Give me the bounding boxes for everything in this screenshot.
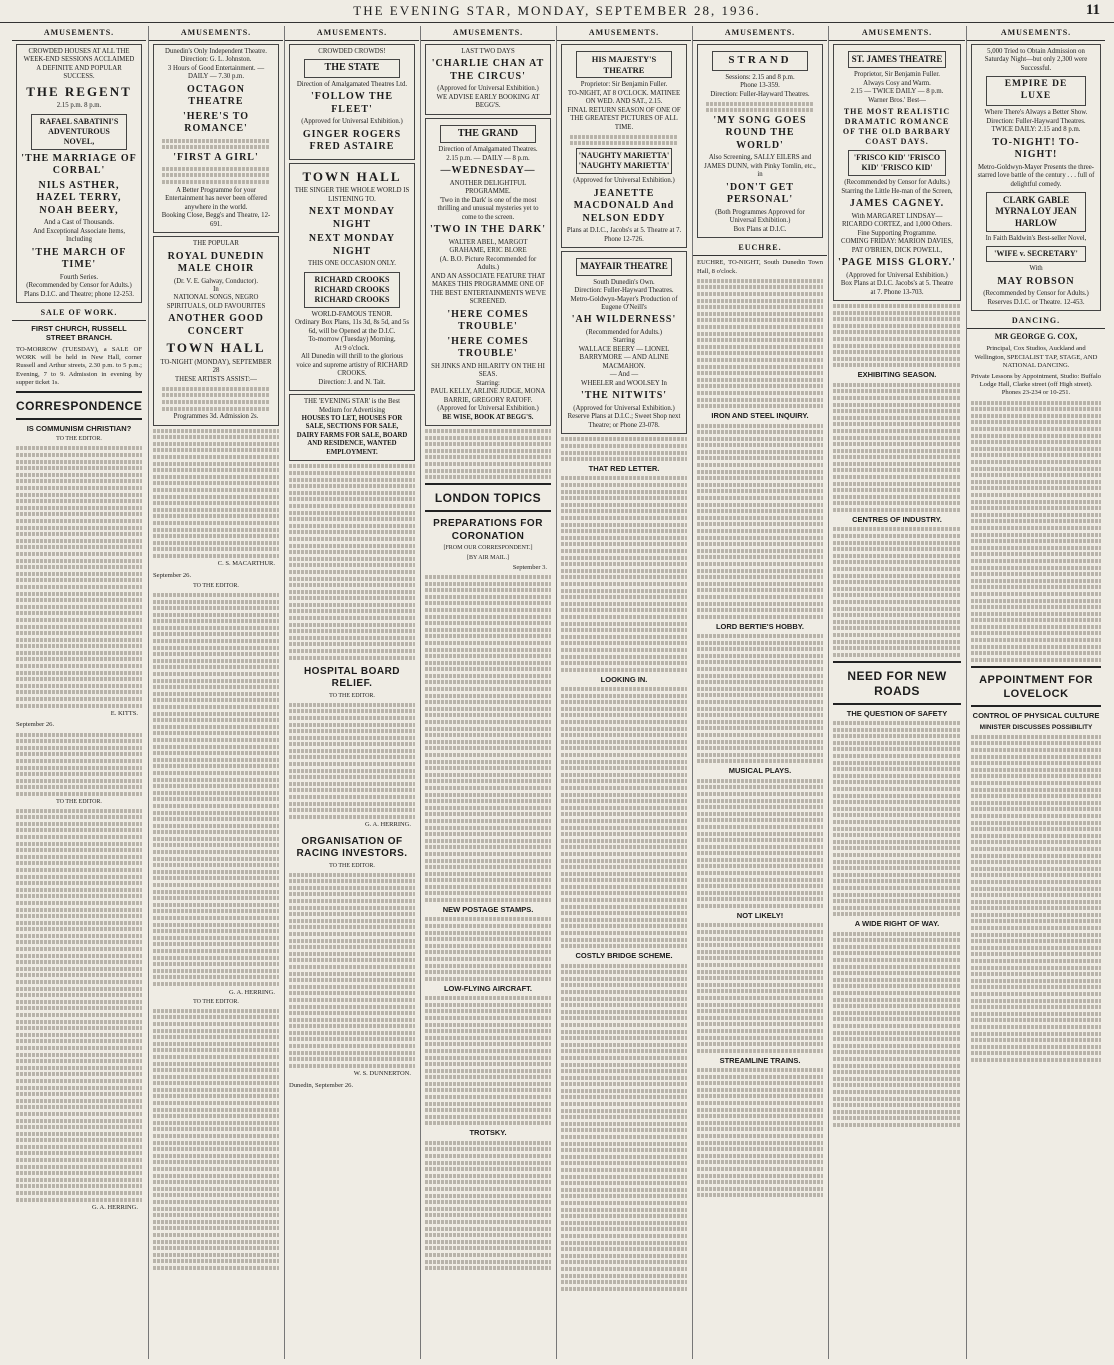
choir-pre: THE POPULAR bbox=[193, 240, 239, 248]
grand-name: THE GRAND bbox=[440, 125, 536, 144]
strand-ad bbox=[697, 44, 823, 238]
majesty-greatest: FINAL RETURN SEASON OF ONE OF THE GREATEST PICTURES OF ALL TIME. bbox=[567, 106, 681, 131]
relief-headline: HOSPITAL BOARD RELIEF. bbox=[303, 665, 401, 690]
grand-another: ANOTHER DELIGHTFUL PROGRAMME. bbox=[449, 179, 527, 196]
column-4 bbox=[420, 26, 555, 1359]
deluxe-where: Where There's Always a Better Show. bbox=[984, 109, 1088, 117]
choir-venue: TOWN HALL bbox=[166, 340, 266, 356]
choir-concert: ANOTHER GOOD CONCERT bbox=[168, 313, 264, 337]
stjames-coming: COMING FRIDAY: MARION DAVIES, PAT O'BRIEN, DICK POWELL, bbox=[841, 238, 953, 254]
article-text bbox=[557, 437, 691, 461]
amusements-header: AMUSEMENTS. bbox=[149, 26, 283, 41]
divider bbox=[425, 483, 551, 485]
article-text bbox=[285, 873, 419, 1068]
subhead: THE QUESTION OF SAFETY bbox=[846, 708, 948, 718]
article-text bbox=[693, 779, 827, 908]
townhall-thrill: All Dunedin will thrill to the glorious voice and supreme artistry of RICHARD CROOKS. bbox=[296, 353, 408, 378]
state-direction: Direction of Amalgamated Theatres Ltd. bbox=[296, 80, 408, 88]
grand-wednesday: —WEDNESDAY— bbox=[440, 165, 536, 177]
grand-book: BE WISE, BOOK AT BEGG'S. bbox=[442, 413, 534, 421]
mayfair-starring: Starring bbox=[613, 337, 635, 345]
majesty-film: 'NAUGHTY MARIETTA' 'NAUGHTY MARIETTA' bbox=[576, 148, 672, 174]
regent-extra: And a Cast of Thousands. bbox=[43, 219, 115, 227]
octagon-film1: 'HERE'S TO ROMANCE' bbox=[182, 110, 250, 135]
subhead: EXHIBITING SEASON. bbox=[857, 370, 937, 380]
choir-assist: THESE ARTISTS ASSIST:— bbox=[175, 375, 257, 383]
choir-songs: NATIONAL SONGS, NEGRO SPIRITUALS, OLD FAVOURITES bbox=[166, 294, 266, 310]
regent-name: THE REGENT bbox=[26, 83, 132, 99]
mayfair-plans: Reserve Plans at D.I.C.; Sweet Shop next Theatre; or Phone 23-078. bbox=[567, 413, 681, 429]
coronation-headline: PREPARATIONS FOR CORONATION bbox=[433, 518, 543, 542]
chan-top: LAST TWO DAYS bbox=[461, 48, 515, 55]
amusements-header: AMUSEMENTS. bbox=[285, 26, 419, 41]
article-text bbox=[829, 383, 965, 512]
chan-approved: (Approved for Universal Exhibition.) bbox=[437, 85, 539, 93]
townhall-night1: NEXT MONDAY NIGHT bbox=[308, 206, 396, 230]
article-text bbox=[149, 593, 283, 986]
grand-stars2: SH JINKS AND HILARITY ON THE HI SEAS. bbox=[431, 362, 545, 379]
grand-ad bbox=[425, 118, 551, 426]
signature: C. S. MACARTHUR. bbox=[217, 560, 275, 568]
choir-conductor: (Dr. V. E. Galway, Conductor). bbox=[173, 277, 259, 285]
townhall-artist: RICHARD CROOKS bbox=[314, 274, 390, 284]
grand-times: 2.15 p.m. — DAILY — 8 p.m. bbox=[446, 154, 530, 162]
from-correspondent: [FROM OUR CORRESPONDENT.] bbox=[443, 545, 533, 552]
subhead: THAT RED LETTER. bbox=[588, 464, 660, 474]
amusements-header: AMUSEMENTS. bbox=[829, 26, 965, 41]
article-text bbox=[12, 446, 146, 707]
choir-in: In bbox=[213, 285, 219, 293]
divider bbox=[16, 391, 142, 393]
octagon-name: OCTAGON THEATRE bbox=[187, 83, 245, 108]
article-text bbox=[285, 703, 419, 819]
dateline: September 3. bbox=[512, 564, 547, 572]
mayfair-loc: South Dunedin's Own. bbox=[593, 278, 655, 286]
column-6 bbox=[692, 26, 827, 1359]
signature: E. KITTS. bbox=[110, 710, 138, 718]
townhall-plans: Ordinary Box Plans, 11s 3d, 8s 5d, and 5s 6d, will be Opened at the D.I.C. bbox=[295, 319, 409, 335]
dateline: Dunedin, September 26. bbox=[289, 1081, 354, 1089]
townhall-ad bbox=[289, 163, 415, 391]
majesty-stars: JEANETTE MACDONALD And NELSON EDDY bbox=[573, 187, 675, 224]
divider bbox=[425, 510, 551, 512]
strand-plans: Box Plans at D.I.C. bbox=[733, 225, 787, 233]
divider bbox=[971, 705, 1101, 707]
octagon-booking: Booking Close, Begg's and Theatre, 12-691. bbox=[161, 212, 271, 228]
stjames-actor: JAMES CAGNEY. bbox=[849, 198, 945, 210]
deluxe-direction: Direction: Fuller-Hayward Theatres. bbox=[986, 117, 1086, 125]
article-text bbox=[829, 527, 965, 656]
dancing-body: Principal, Cox Studios, Auckland and Wellington, SPECIALIST TAP, STAGE, AND NATIONAL DANCING. bbox=[974, 345, 1098, 369]
strand-direction: Direction: Fuller-Hayward Theatres. bbox=[710, 90, 810, 98]
deluxe-plans: Reserves D.I.C. or Theatre. 12-453. bbox=[987, 298, 1085, 306]
amusements-header: AMUSEMENTS. bbox=[421, 26, 555, 41]
article-text bbox=[421, 1141, 555, 1270]
townhall-night2: NEXT MONDAY NIGHT bbox=[308, 233, 396, 257]
article-text bbox=[693, 424, 827, 619]
grand-quote: 'Two in the Dark' is one of the most thrilling and unusual mysteries yet to come to the screen. bbox=[437, 196, 539, 221]
regent-march: 'THE MARCH OF TIME' bbox=[31, 246, 127, 271]
stjames-name: ST. JAMES THEATRE bbox=[848, 51, 946, 68]
dancing-private: Private Lessons by Appointment, Studio: Buffalo Lodge Hall, Clarke street (off High street). Phones 23-234 or 10-251. bbox=[971, 373, 1101, 397]
state-film: 'FOLLOW THE FLEET' bbox=[310, 91, 394, 115]
subhead: CONTROL OF PHYSICAL CULTURE bbox=[972, 711, 1100, 721]
correspondence-header: CORRESPONDENCE bbox=[16, 399, 143, 413]
stjames-with: With MARGARET LINDSAY— RICARDO CORTEZ, and 1,000 Others. bbox=[841, 212, 953, 229]
grand-direction: Direction of Amalgamated Theatres. bbox=[438, 146, 538, 154]
strand-sessions: Sessions: 2.15 and 8 p.m. bbox=[725, 73, 795, 81]
dateline: September 26. bbox=[16, 721, 55, 729]
signature: G. A. HERRING. bbox=[91, 1204, 138, 1212]
article-text bbox=[829, 932, 965, 1127]
article-text bbox=[693, 634, 827, 763]
divider bbox=[971, 666, 1101, 668]
townhall-direction: Direction: J. and N. Tait. bbox=[318, 378, 386, 386]
article-text bbox=[693, 1068, 827, 1197]
to-the-editor: TO THE EDITOR. bbox=[193, 582, 239, 589]
star-list: HOUSES TO LET, HOUSES FOR SALE, SECTIONS FOR SALE, DAIRY FARMS FOR SALE, BOARD AND RESIDENCE, WANTED EMPLOYMENT. bbox=[296, 414, 408, 456]
strand-cert: (Both Programmes Approved for Universal Exhibition.) bbox=[715, 208, 805, 225]
his-majestys-ad bbox=[561, 44, 687, 248]
stjames-approved: (Approved for Universal Exhibition.) bbox=[846, 271, 948, 279]
mayfair-film2: 'THE NITWITS' bbox=[580, 390, 668, 402]
mayfair-direction: Direction: Fuller-Hayward Theatres. bbox=[574, 287, 674, 295]
article-text bbox=[149, 429, 283, 558]
page-number: 11 bbox=[1085, 2, 1100, 18]
subhead: TROTSKY. bbox=[469, 1128, 507, 1138]
grand-assoc: AND AN ASSOCIATE FEATURE THAT MAKES THIS PROGRAMME ONE OF THE BEST ENTERTAINMENTS WE'VE SCREENED. bbox=[430, 272, 546, 306]
townhall-tagline: THE SINGER THE WHOLE WORLD IS LISTENING TO. bbox=[294, 187, 410, 203]
dancing-header: DANCING. bbox=[967, 314, 1105, 329]
regent-cert: (Recommended by Censor for Adults.) bbox=[26, 282, 132, 290]
deluxe-times: TWICE DAILY: 2.15 and 8 p.m. bbox=[991, 126, 1081, 134]
mayfair-approved: (Recommended for Adults.) bbox=[585, 328, 663, 336]
subhead: LOW-FLYING AIRCRAFT. bbox=[443, 983, 533, 993]
octagon-note: A Better Programme for your Entertainment has never been offered anywhere in the world. bbox=[165, 186, 267, 211]
article-text bbox=[557, 476, 691, 671]
article-text bbox=[967, 401, 1105, 662]
townhall-artist-box bbox=[304, 272, 400, 308]
amusements-header: AMUSEMENTS. bbox=[557, 26, 691, 41]
state-name: THE STATE bbox=[304, 59, 400, 78]
masthead bbox=[0, 0, 1114, 23]
article-text bbox=[693, 279, 827, 408]
dancing-name: MR GEORGE G. COX, bbox=[994, 332, 1078, 342]
lovelock-headline: APPOINTMENT FOR LOVELOCK bbox=[979, 673, 1093, 700]
article-text bbox=[149, 1009, 283, 1270]
deluxe-with: With bbox=[1029, 265, 1043, 273]
deluxe-film: 'WIFE v. SECRETARY' bbox=[986, 246, 1086, 262]
regent-top: CROWDED HOUSES AT ALL THE WEEK-END SESSIONS ACCLAIMED A DEFINITE AND POPULAR SUCCESS. bbox=[23, 48, 135, 81]
stjames-star: Starring the Little He-man of the Screen, bbox=[841, 187, 953, 195]
townhall-at: At 9 o'clock. bbox=[334, 344, 370, 352]
grand-cast: PAUL KELLY, ARLINE JUDGE, MONA BARRIE, GREGORY RATOFF. bbox=[430, 388, 546, 404]
chan-film: 'CHARLIE CHAN AT THE CIRCUS' bbox=[431, 58, 545, 82]
racing-headline: ORGANISATION OF RACING INVESTORS. bbox=[296, 835, 408, 860]
article-text bbox=[421, 917, 555, 980]
deluxe-tonight: TO-NIGHT! TO-NIGHT! bbox=[992, 136, 1080, 161]
subhead: MINISTER DISCUSSES POSSIBILITY bbox=[979, 723, 1093, 731]
state-approved: (Approved for Universal Exhibition.) bbox=[301, 118, 403, 126]
majesty-plans: Plans at D.I.C., Jacobs's at 5. Theatre at 7. Phone 12-726. bbox=[566, 227, 682, 243]
deluxe-name: EMPIRE DE LUXE bbox=[986, 76, 1086, 106]
strand-film: 'MY SONG GOES ROUND THE WORLD' bbox=[713, 114, 807, 151]
townhall-artist: RICHARD CROOKS bbox=[314, 284, 390, 294]
subhead: LORD BERTIE'S HOBBY. bbox=[715, 621, 805, 631]
deluxe-stars: CLARK GABLE MYRNA LOY JEAN HARLOW bbox=[986, 192, 1086, 232]
to-the-editor: TO THE EDITOR. bbox=[193, 998, 239, 1005]
divider bbox=[16, 418, 142, 420]
grand-film: 'TWO IN THE DARK' bbox=[430, 224, 546, 236]
regent-feature: RAFAEL SABATINI'S ADVENTUROUS NOVEL, bbox=[31, 114, 127, 150]
subhead: A WIDE RIGHT OF WAY. bbox=[854, 919, 940, 929]
deluxe-in: In Faith Baldwin's Best-seller Novel, bbox=[985, 234, 1087, 242]
stjames-most: THE MOST REALISTIC DRAMATIC ROMANCE OF THE OLD BARBARY COAST DAYS. bbox=[842, 107, 952, 147]
article-text bbox=[285, 464, 419, 659]
stjames-cert: (Recommended by Censor for Adults.) bbox=[844, 179, 950, 187]
amusements-header: AMUSEMENTS. bbox=[693, 26, 827, 41]
sale-header: SALE OF WORK. bbox=[12, 306, 146, 321]
octagon-film2: 'FIRST A GIRL' bbox=[173, 151, 259, 163]
to-the-editor: TO THE EDITOR. bbox=[329, 862, 375, 869]
amusements-header: AMUSEMENTS. bbox=[12, 26, 146, 41]
subhead: COSTLY BRIDGE SCHEME. bbox=[575, 951, 673, 961]
stjames-best: Warner Bros.' Best— bbox=[868, 96, 926, 104]
stjames-film2: 'PAGE MISS GLORY.' bbox=[838, 257, 956, 269]
amusements-header: AMUSEMENTS. bbox=[967, 26, 1105, 41]
subhead: CENTRES OF INDUSTRY. bbox=[852, 515, 942, 525]
mayfair-name: MAYFAIR THEATRE bbox=[576, 258, 672, 275]
strand-phone: Phone 13-359. bbox=[740, 82, 780, 90]
signature: G. A. HERRING. bbox=[228, 988, 275, 996]
column-8 bbox=[966, 26, 1105, 1359]
to-the-editor: TO THE EDITOR. bbox=[56, 436, 102, 443]
column-3 bbox=[284, 26, 419, 1359]
strand-also: Also Screening, SALLY EILERS and JAMES DUNN, with Pinky Tomlin, etc., in bbox=[704, 154, 816, 179]
regent-stars: NILS ASTHER, HAZEL TERRY, NOAH BEERY, bbox=[36, 179, 122, 216]
stjames-prop: Proprietor, Sir Benjamin Fuller. bbox=[853, 71, 940, 79]
article-text bbox=[557, 964, 691, 1291]
article-text bbox=[421, 575, 555, 902]
by-air-mail: [BY AIR MAIL.] bbox=[467, 554, 509, 561]
subhead: LOOKING IN. bbox=[600, 674, 648, 684]
st-james-ad bbox=[833, 44, 961, 301]
octagon-ad bbox=[153, 44, 279, 233]
grand-starring: Starring: bbox=[476, 379, 500, 387]
mayfair-approved2: (Approved for Universal Exhibition.) bbox=[573, 404, 675, 412]
chan-advise: WE ADVISE EARLY BOOKING AT BEGG'S. bbox=[436, 93, 540, 110]
evening-star-ad bbox=[289, 394, 415, 461]
roads-headline: NEED FOR NEW ROADS bbox=[847, 668, 947, 698]
signature: W. S. DUNNERTON. bbox=[353, 1070, 411, 1078]
townhall-one: THIS ONE OCCASION ONLY. bbox=[308, 260, 396, 268]
mayfair-and: — And — bbox=[609, 371, 639, 379]
star-title: THE 'EVENING STAR' is the Best Medium for Advertising bbox=[303, 398, 401, 414]
subhead: STREAMLINE TRAINS. bbox=[719, 1055, 801, 1065]
article-text bbox=[693, 923, 827, 1052]
townhall-artist: RICHARD CROOKS bbox=[314, 294, 390, 304]
grand-film3: 'HERE COMES TROUBLE' bbox=[447, 335, 529, 360]
sale-body: TO-MORROW (TUESDAY), a SALE OF WORK will be held in New Hall, corner Russell and Arthur streets, 2.30 p.m. to 5 p.m.; Evening, 7 to 9. Admission in evening by supper ticket 1s. bbox=[16, 345, 142, 386]
mayfair-stars2: WHEELER and WOOLSEY In bbox=[581, 379, 667, 387]
townhall-name: TOWN HALL bbox=[302, 168, 402, 184]
to-the-editor: TO THE EDITOR. bbox=[329, 692, 375, 699]
correspondence-headline: IS COMMUNISM CHRISTIAN? bbox=[26, 424, 132, 433]
deluxe-top: 5,000 Tried to Obtain Admission on Saturday Night—but only 2,300 were Successful. bbox=[984, 48, 1088, 72]
choir-programme: Programmes 3d. Admission 2s. bbox=[173, 413, 259, 421]
strand-name: STRAND bbox=[712, 51, 808, 71]
signature: G. A. HERRING. bbox=[364, 821, 411, 829]
column-1 bbox=[12, 26, 146, 1359]
regent-ad bbox=[16, 44, 142, 303]
regent-film: 'THE MARRIAGE OF CORBAL' bbox=[21, 152, 137, 177]
sale-place: FIRST CHURCH, RUSSELL STREET BRANCH. bbox=[31, 324, 127, 343]
euchre-header: EUCHRE. bbox=[693, 241, 827, 256]
mayfair-ad bbox=[561, 251, 687, 434]
article-text bbox=[967, 735, 1105, 1062]
grand-film2: 'HERE COMES TROUBLE' bbox=[447, 308, 529, 333]
state-stars: GINGER ROGERS FRED ASTAIRE bbox=[302, 128, 402, 153]
column-5 bbox=[556, 26, 691, 1359]
grand-cert: (A. B.O. Picture Recommended for Adults.) bbox=[439, 255, 537, 272]
divider bbox=[833, 661, 961, 663]
majesty-name: HIS MAJESTY'S THEATRE bbox=[576, 51, 672, 78]
deluxe-presents: Metro-Goldwyn-Mayer Presents the three-starred love battle of the century . . . full of delightful comedy. bbox=[977, 163, 1095, 188]
masthead-title: THE EVENING STAR, MONDAY, SEPTEMBER 28, 1936. bbox=[353, 3, 761, 18]
dateline: September 26. bbox=[153, 571, 192, 579]
state-top: CROWDED CROWDS! bbox=[318, 48, 386, 55]
article-text bbox=[12, 733, 146, 796]
octagon-hours: 3 Hours of Good Entertainment. — DAILY — 7.30 p.m. bbox=[167, 64, 265, 81]
choir-ad bbox=[153, 236, 279, 426]
stjames-times: 2.15 — TWICE DAILY — 8 p.m. bbox=[850, 88, 944, 96]
article-text bbox=[421, 996, 555, 1125]
divider bbox=[833, 703, 961, 705]
mayfair-presents: Metro-Goldwyn-Mayer's Production of Eugene O'Neill's bbox=[570, 295, 678, 311]
stjames-open: Always Cosy and Warm. bbox=[863, 79, 931, 87]
state-ad bbox=[289, 44, 415, 160]
regent-times: 2.15 p.m. 8 p.m. bbox=[56, 102, 102, 110]
octagon-intro: Dunedin's Only Independent Theatre. Direction: G. L. Johnston. bbox=[165, 48, 267, 64]
article-text bbox=[829, 304, 965, 367]
empire-de-luxe-ad bbox=[971, 44, 1101, 311]
strand-film2: 'DON'T GET PERSONAL' bbox=[726, 181, 794, 206]
page-columns bbox=[12, 26, 1104, 1359]
article-text bbox=[829, 721, 965, 916]
majesty-prop: Proprietor: Sir Benjamin Fuller. bbox=[580, 81, 668, 89]
mayfair-stars: WALLACE BEERY — LIONEL BARRYMORE — AND ALINE MACMAHON. bbox=[578, 345, 670, 370]
stjames-plans: Box Plans at D.I.C. Jacobs's at 5. Theatre at 7. Phone 13-703. bbox=[840, 280, 954, 296]
grand-stars: WALTER ABEL, MARGOT GRAHAME, ERIC BLORE bbox=[448, 238, 528, 255]
article-text bbox=[421, 429, 555, 479]
stjames-film: 'FRISCO KID' 'FRISCO KID' 'FRISCO KID' bbox=[848, 150, 946, 176]
grand-approved: (Approved for Universal Exhibition.) bbox=[437, 405, 539, 413]
euchre-body: EUCHRE, TO-NIGHT, South Dunedin Town Hall, 8 o'clock. bbox=[697, 259, 823, 275]
majesty-tonight: TO-NIGHT, AT 8 O'CLOCK. MATINEE ON WED. AND SAT., 2.15. bbox=[567, 89, 681, 106]
column-7 bbox=[828, 26, 965, 1359]
townhall-fame: WORLD-FAMOUS TENOR. bbox=[311, 310, 393, 318]
choir-name: ROYAL DUNEDIN MALE CHOIR bbox=[167, 250, 265, 274]
regent-plans: Plans D.I.C. and Theatre; phone 12-253. bbox=[24, 290, 134, 298]
regent-support: And Exceptional Associate Items, Including bbox=[32, 227, 126, 244]
stjames-fine: Fine Supporting Programme. bbox=[857, 229, 937, 237]
article-text bbox=[557, 687, 691, 948]
majesty-approved: (Approved for Universal Exhibition.) bbox=[573, 177, 675, 185]
subhead: IRON AND STEEL INQUIRY. bbox=[711, 411, 809, 421]
choir-date: TO-NIGHT (MONDAY), SEPTEMBER 28 bbox=[160, 358, 272, 375]
subhead: NEW POSTAGE STAMPS. bbox=[442, 905, 534, 915]
subhead: NOT LIKELY! bbox=[736, 911, 784, 921]
deluxe-cert: (Recommended by Censor for Adults.) bbox=[983, 290, 1089, 298]
charlie-chan-ad bbox=[425, 44, 551, 115]
subhead: MUSICAL PLAYS. bbox=[728, 766, 792, 776]
column-2 bbox=[148, 26, 283, 1359]
to-the-editor: TO THE EDITOR. bbox=[56, 798, 102, 805]
article-text bbox=[12, 809, 146, 1202]
deluxe-actress: MAY ROBSON bbox=[997, 275, 1075, 287]
townhall-tomorrow: To-morrow (Tuesday) Morning, bbox=[308, 336, 396, 344]
london-topics-header: LONDON TOPICS bbox=[434, 491, 542, 506]
regent-season: Fourth Series. bbox=[59, 273, 99, 281]
mayfair-film: 'AH WILDERNESS' bbox=[571, 314, 677, 326]
